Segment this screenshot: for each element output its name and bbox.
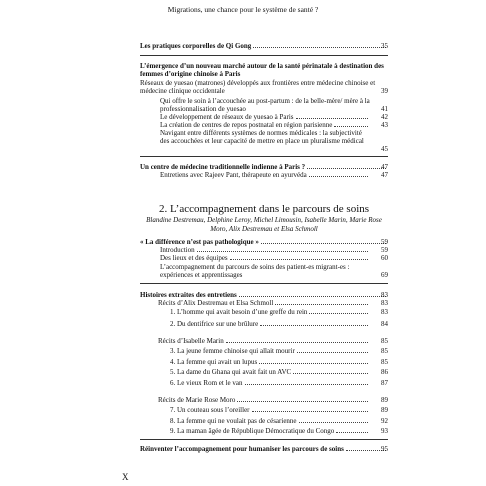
toc-entry-couteau bbox=[170, 406, 370, 414]
toc-page-number: 85 bbox=[381, 358, 388, 366]
leader-dots bbox=[197, 251, 368, 252]
toc-page-number: 69 bbox=[381, 271, 388, 279]
toc-entry-title: 6. Le vieux Rom et le van bbox=[170, 379, 243, 387]
toc-entry-title: 2. Du dentifrice sur une brûlure bbox=[170, 320, 259, 328]
toc-entry-difference bbox=[140, 238, 388, 246]
toc-entry-introduction bbox=[160, 246, 370, 254]
toc-page-number: 95 bbox=[381, 445, 388, 453]
toc-entry-lupus bbox=[170, 358, 370, 366]
divider-rule bbox=[140, 156, 388, 157]
toc-entry-qigong bbox=[140, 42, 388, 50]
toc-entry-recits-isabelle bbox=[158, 337, 370, 345]
toc-entry-title: Récits d’Isabelle Marin bbox=[158, 337, 224, 345]
page-number: X bbox=[122, 472, 129, 482]
toc-entry-homme-rein bbox=[170, 308, 370, 316]
toc-page-number: 92 bbox=[381, 417, 388, 425]
toc-entry-title: « La différence n’est pas pathologique » bbox=[140, 238, 259, 246]
toc-page-number: 41 bbox=[381, 105, 388, 113]
running-header: Migrations, une chance pour le système de santé ? bbox=[167, 5, 319, 14]
toc-entry-reinventer bbox=[140, 445, 388, 453]
toc-entry-recits-moro bbox=[158, 396, 370, 404]
leader-dots bbox=[252, 411, 368, 412]
leader-dots bbox=[259, 363, 368, 364]
section-authors: Blandine Destremau, Delphine Leroy, Michel Limousin, Isabelle Marin, Marie Rose Moro, Alix Destremau et Elsa Schmoll bbox=[146, 216, 382, 233]
toc-entry-title: Histoires extraites des entretiens bbox=[140, 291, 237, 299]
toc-entry-qui-offre: Qui offre le soin à l’accouchée au post-partum : de la belle-mère/ mère à la professionnalisation de yuesao bbox=[160, 97, 370, 114]
leader-dots bbox=[230, 259, 368, 260]
toc-page-number: 45 bbox=[381, 145, 388, 153]
toc-entry-cesarienne bbox=[170, 417, 370, 425]
toc-page-number: 89 bbox=[381, 396, 388, 404]
toc-page-number: 59 bbox=[381, 238, 388, 246]
toc-page-number: 93 bbox=[381, 427, 388, 435]
toc-page-number: 42 bbox=[381, 113, 388, 121]
toc-page-number: 87 bbox=[381, 379, 388, 387]
leader-dots bbox=[275, 304, 368, 305]
toc-page-number: 85 bbox=[381, 347, 388, 355]
toc-entry-navigant: Navigant entre différents systèmes de normes médicales : la subjectivité des accouchées et leur capacité de mettre en place un pluralisme médical bbox=[160, 129, 364, 146]
toc-entry-dentifrice bbox=[170, 320, 370, 328]
divider-rule bbox=[140, 55, 388, 56]
toc-page-number: 83 bbox=[381, 291, 388, 299]
toc-page-number: 60 bbox=[381, 254, 388, 262]
toc-entry-emergence: L’émergence d’un nouveau marché autour de la santé périnatale à destination des femmes d’origine chinoise à Paris bbox=[140, 62, 384, 79]
toc-page-number: 83 bbox=[381, 308, 388, 316]
toc-entry-title: Les pratiques corporelles de Qi Gong bbox=[140, 42, 252, 50]
toc-page-number: 89 bbox=[381, 406, 388, 414]
toc-page-number: 39 bbox=[381, 87, 388, 95]
toc-entry-title: La création de centres de repos postnatal en région parisienne bbox=[160, 121, 333, 129]
toc-entry-title: 3. La jeune femme chinoise qui allait mourir bbox=[170, 347, 295, 355]
toc-entry-developpement bbox=[160, 113, 370, 121]
toc-entry-lieux bbox=[160, 254, 370, 262]
toc-entry-title: Un centre de médecine traditionnelle indienne à Paris ? bbox=[140, 163, 306, 171]
leader-dots bbox=[293, 373, 368, 374]
toc-entry-title: 8. La femme qui ne voulait pas de césarienne bbox=[170, 417, 297, 425]
toc-entry-title: 1. L’homme qui avait besoin d’une greffe du rein bbox=[170, 308, 308, 316]
toc-page-number: 59 bbox=[381, 246, 388, 254]
toc-entry-title: Entretiens avec Rajeev Pant, thérapeute en ayurvéda bbox=[160, 171, 307, 179]
toc-page-number: 83 bbox=[381, 299, 388, 307]
toc-entry-title: Des lieux et des équipes bbox=[160, 254, 228, 262]
divider-rule bbox=[140, 439, 388, 440]
toc-entry-title: Introduction bbox=[160, 246, 195, 254]
leader-dots bbox=[237, 401, 368, 402]
toc-entry-centre-indien bbox=[140, 163, 388, 171]
toc-entry-histoires bbox=[140, 291, 388, 299]
toc-entry-vieux-rom bbox=[170, 379, 370, 387]
toc-entry-entretiens bbox=[160, 171, 370, 179]
toc-entry-title: Récits d’Alix Destremau et Elsa Schmoll bbox=[158, 299, 274, 307]
toc-entry-maman-congo bbox=[170, 427, 370, 435]
toc-page-number: 86 bbox=[381, 368, 388, 376]
leader-dots bbox=[260, 325, 368, 326]
toc-page-number: 47 bbox=[381, 163, 388, 171]
leader-dots bbox=[245, 384, 368, 385]
toc-entry-recits-alix bbox=[158, 299, 370, 307]
toc-entry-title: 4. La femme qui avait un lupus bbox=[170, 358, 258, 366]
section-title: 2. L’accompagnement dans le parcours de soins bbox=[158, 203, 370, 215]
toc-entry-creation bbox=[160, 121, 370, 129]
toc-page-number: 35 bbox=[381, 42, 388, 50]
toc-entry-reseaux: Réseaux de yuesao (matrones) développés aux frontières entre médecine chinoise et médecine clinique occidentale bbox=[140, 79, 376, 96]
toc-page-number: 85 bbox=[381, 337, 388, 345]
toc-page-number: 84 bbox=[381, 320, 388, 328]
divider-rule bbox=[140, 283, 388, 284]
toc-entry-jeune-femme bbox=[170, 347, 370, 355]
toc-entry-title: 9. La maman âgée de République Démocratique du Congo bbox=[170, 427, 335, 435]
toc-entry-accompagnement: L’accompagnement du parcours de soins des patient-es migrant-es : expériences et apprentissages bbox=[160, 263, 350, 280]
toc-entry-title: Récits de Marie Rose Moro bbox=[158, 396, 236, 404]
toc-entry-ghana bbox=[170, 368, 370, 376]
toc-entry-title: 7. Un couteau sous l’oreiller bbox=[170, 406, 250, 414]
toc-entry-title: 5. La dame du Ghana qui avait fait un AVC bbox=[170, 368, 292, 376]
toc-page-number: 47 bbox=[381, 171, 388, 179]
leader-dots bbox=[226, 342, 368, 343]
toc-entry-title: Le développement de réseaux de yuesao à Paris bbox=[160, 113, 294, 121]
toc-page-number: 43 bbox=[381, 121, 388, 129]
toc-entry-title: Réinventer l’accompagnement pour humaniser les parcours de soins bbox=[140, 445, 344, 453]
